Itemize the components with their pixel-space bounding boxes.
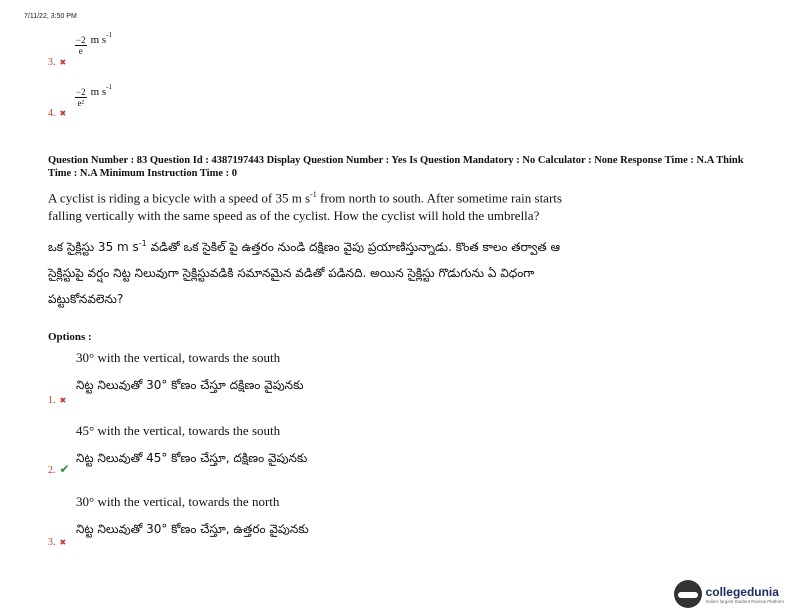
question-text: [48, 186, 588, 312]
mascot-icon: [674, 580, 702, 608]
brand-tagline: India's largest Student Review Platform: [705, 598, 784, 604]
collegedunia-logo: [674, 580, 784, 608]
cross-icon: ✖: [59, 109, 67, 118]
option-1-telugu: నిట్ట నిలువుతో 30° కోణం చేస్తూ దక్షిణం వైపునకు: [76, 378, 304, 392]
prev-option-4-formula: $\frac{-2}{\text{e²}}$ m $s^{-1}$: [76, 83, 113, 108]
cross-icon: ✖: [59, 396, 67, 405]
option-1-english: 30° with the vertical, towards the south: [76, 350, 281, 365]
prev-option-4-label: 4. ✖: [48, 108, 67, 119]
options-label: Options :: [48, 331, 92, 343]
cross-icon: ✖: [59, 58, 67, 67]
option-2-telugu: నిట్ట నిలువుతో 45° కోణం చేస్తూ, దక్షిణం వైపునకు: [76, 451, 308, 465]
question-telugu: ఒక సైక్లిస్టు 35 m $s^{-1}$ వడితో ఒక సైకిల్ పై ఉత్తరం నుండి దక్షిణం వైపు ప్రయాణిస్తున్నాడు. కొంత కాలం తర్వాత ఆ సైక్లిస్టుపై వర్షం నిట్ట నిలువుగా సైక్లిస్టువడికి సమానమైన వడితో పడినది. అయిన సైక్లిస్టు గొడుగును ఏ విధంగా పట్టుకోనవలెను?: [48, 239, 561, 307]
option-2-english: 45° with the vertical, towards the south: [76, 423, 281, 438]
option-3-english: 30° with the vertical, towards the north: [76, 494, 280, 509]
prev-option-3-formula: $\frac{-2}{e}$ m $s^{-1}$: [76, 31, 113, 56]
option-3-number: 3. ✖: [48, 537, 67, 548]
option-3-telugu: నిట్ట నిలువుతో 30° కోణం చేస్తూ, ఉత్తరం వైపునకు: [76, 522, 309, 536]
prev-option-3-label: 3. ✖: [48, 57, 67, 68]
cross-icon: ✖: [59, 538, 67, 547]
option-2-number: 2. ✔: [48, 462, 70, 476]
timestamp: 7/11/22, 3:50 PM: [24, 13, 77, 20]
brand-name: collegedunia: [705, 584, 779, 599]
option-1-number: 1. ✖: [48, 395, 67, 406]
question-english: A cyclist is riding a bicycle with a speed of 35 m $s^{-1}$ from north to south. After sometime rain starts falling vertically with the same speed as of the cyclist. How the cyclist will hold the umbrella?: [48, 190, 562, 224]
check-icon: ✔: [59, 462, 70, 476]
question-header: Question Number : 83 Question Id : 4387197443 Display Question Number : Yes Is Question Mandatory : No Calculator : None Response Time : N.A Think Time : N.A Minimum Instruction Time : 0: [48, 155, 744, 179]
